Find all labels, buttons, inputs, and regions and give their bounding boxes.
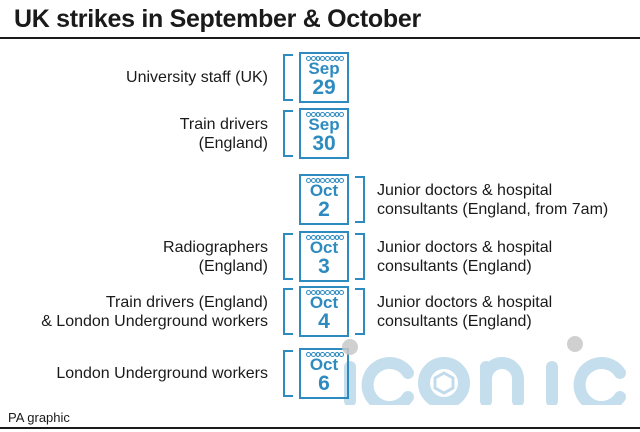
calendar-month: Oct	[309, 293, 339, 312]
calendar-day: 29	[312, 76, 336, 99]
strike-group-line: Junior doctors & hospital	[377, 238, 553, 256]
calendar-month: Sep	[308, 59, 340, 78]
strike-group-left	[163, 238, 268, 276]
strike-group-right	[377, 181, 608, 219]
strike-group-right	[377, 293, 552, 331]
strike-group-line: Train drivers	[179, 115, 268, 133]
strike-group-left	[180, 115, 268, 153]
calendar-icon	[299, 52, 349, 103]
strike-group-line: London Underground workers	[56, 365, 268, 382]
strike-group-line: Junior doctors & hospital	[377, 293, 553, 311]
bracket-left	[283, 233, 293, 280]
calendar-month: Sep	[308, 115, 340, 134]
bracket-left	[283, 350, 293, 397]
strike-group-line: (England)	[198, 134, 268, 152]
footer-credit: PA graphic	[8, 410, 70, 425]
bracket-right	[355, 176, 365, 223]
calendar-month: Oct	[309, 238, 339, 257]
page-title: UK strikes in September & October	[14, 5, 421, 33]
strike-group-line: consultants (England, from 7am)	[377, 200, 609, 218]
bracket-left	[283, 54, 293, 101]
calendar-day: 6	[318, 372, 330, 395]
strike-group-line: consultants (England)	[377, 257, 532, 275]
calendar-day: 30	[312, 132, 336, 155]
calendar-day: 3	[318, 255, 330, 278]
strike-group-line: (England)	[198, 257, 268, 275]
strike-group-line: Train drivers (England)	[105, 293, 268, 311]
calendar-icon	[299, 231, 349, 282]
bracket-right	[355, 233, 365, 280]
calendar-month: Oct	[309, 181, 339, 200]
calendar-icon	[299, 108, 349, 159]
bracket-right	[355, 288, 365, 335]
strike-group-line: consultants (England)	[377, 312, 532, 330]
calendar-icon	[299, 286, 349, 337]
strike-group-line: Junior doctors & hospital	[377, 181, 553, 199]
strike-group-left	[41, 293, 268, 331]
footer-divider	[0, 427, 640, 429]
strike-group-line: & London Underground workers	[41, 312, 268, 330]
calendar-day: 4	[318, 310, 330, 333]
calendar-icon	[299, 348, 349, 399]
bracket-left	[283, 288, 293, 335]
strike-group-right	[377, 238, 552, 276]
strike-group-line: Radiographers	[163, 238, 268, 256]
strike-group-line: University staff (UK)	[126, 69, 268, 86]
calendar-month: Oct	[309, 355, 339, 374]
strike-group-left	[126, 68, 268, 87]
strike-group-left	[56, 364, 268, 383]
calendar-icon	[299, 174, 349, 225]
bracket-left	[283, 110, 293, 157]
calendar-day: 2	[318, 198, 330, 221]
